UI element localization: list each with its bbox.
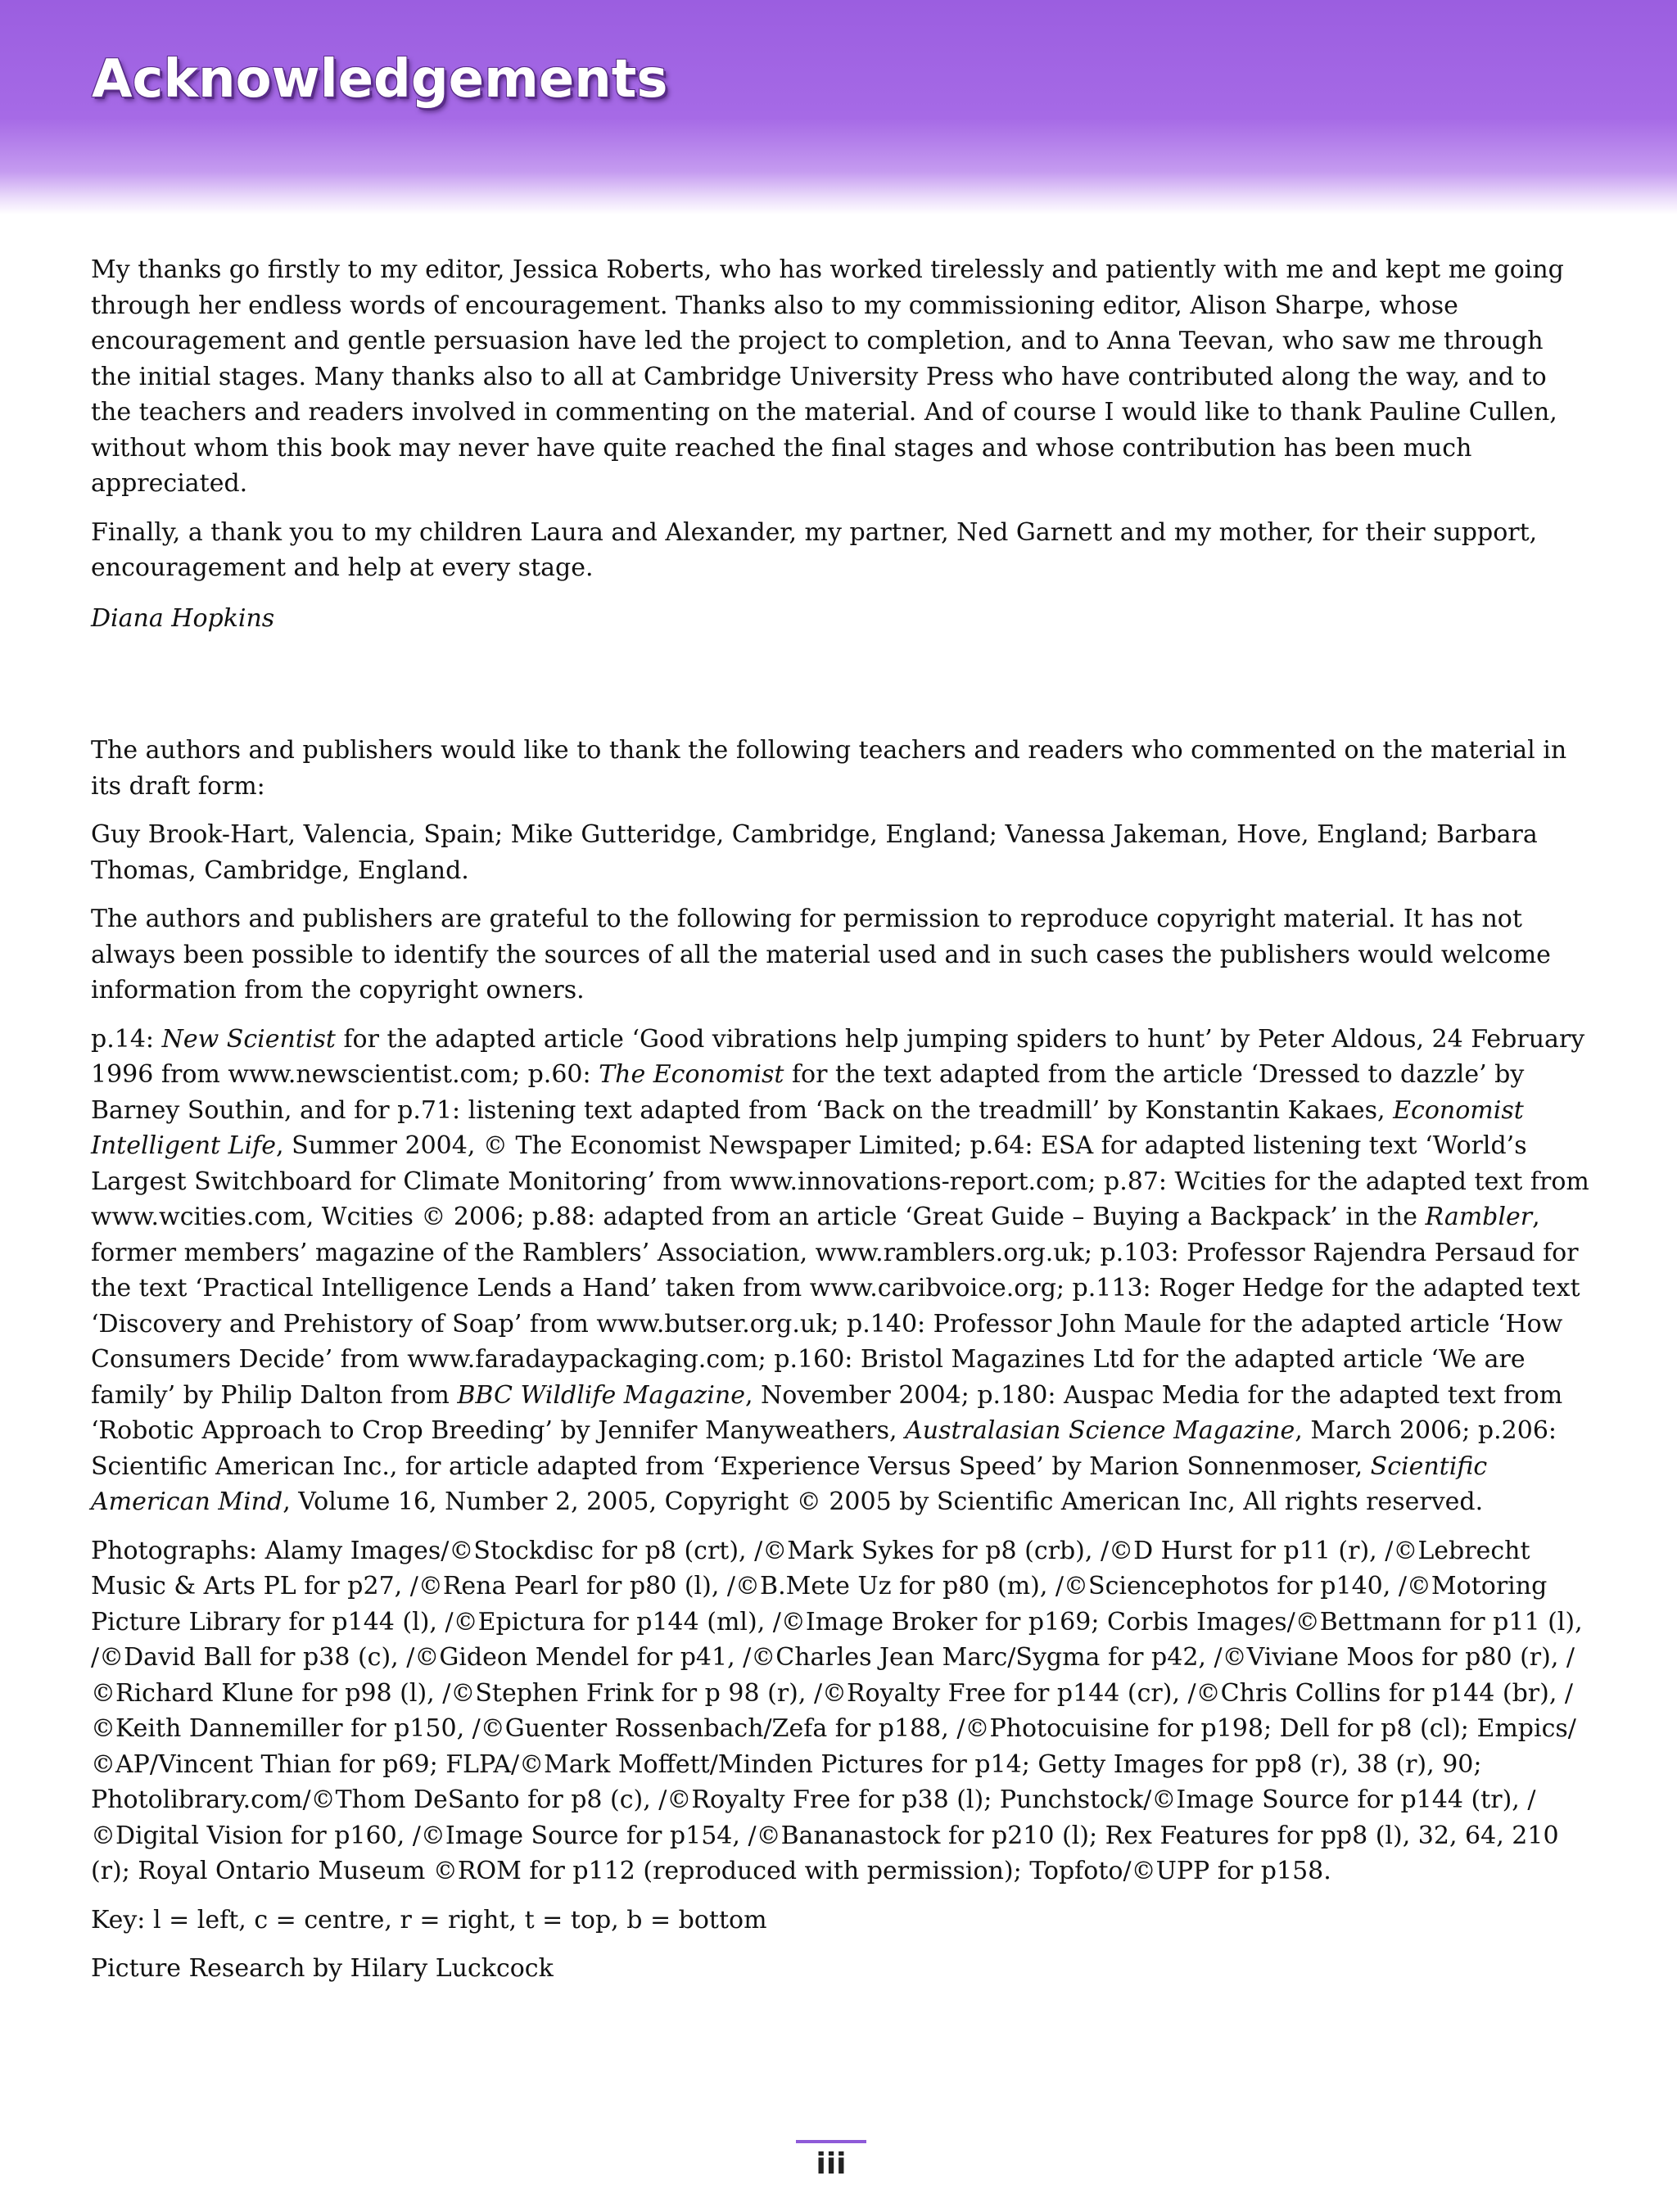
publication-title: Australasian Science Magazine <box>905 1416 1295 1445</box>
credit-segment: , Volume 16, Number 2, 2005, Copyright © 2005 by Scientific American Inc, All rights reserved. <box>283 1487 1484 1516</box>
credit-segment: , March 2006; p.206: Scientific American Inc., for article adapted from ‘Experience Versus Speed’ by Marion Sonnenmoser, <box>91 1416 1557 1481</box>
credit-segment: for the adapted article ‘Good vibrations help jumping spiders to hunt’ by Peter Aldous, 24 February 1996 from www.newscientist.com; p.60: <box>91 1024 1585 1089</box>
publication-title: New Scientist <box>161 1024 336 1054</box>
page-title: Acknowledgements <box>92 49 668 110</box>
picture-research-credit: Picture Research by Hilary Luckcock <box>91 1954 554 1983</box>
publication-title: Scientific American Mind <box>91 1451 1488 1516</box>
publication-title: The Economist <box>599 1060 784 1089</box>
key-legend: Key: l = left, c = centre, r = right, t = top, b = bottom <box>91 1905 767 1934</box>
author-signature: Diana Hopkins <box>91 603 275 633</box>
footer-rule <box>796 2140 866 2143</box>
reviewers-intro: The authors and publishers would like to thank the following teachers and readers who commented on the material in its draft form: <box>91 736 1567 801</box>
copyright-intro: The authors and publishers are grateful to the following for permission to reproduce copyright material. It has not always been possible to identify the sources of all the material used and in such cases the publishers would welcome information from the copyright owners. <box>91 905 1551 1004</box>
page-number: iii <box>816 2147 847 2181</box>
photograph-credits: Photographs: Alamy Images/©Stockdisc for p8 (crt), /©Mark Sykes for p8 (crb), /©D Hurst for p11 (r), /©Lebrecht Music & Arts PL for p27, /©Rena Pearl for p80 (l), /©B.Mete Uz for p80 (m), /©Sciencephotos for p140, /©Motoring Picture Library for p144 (l), /©Epictura for p144 (ml), /©Image Broker for p169; Corbis Images/©Bettmann for p11 (l), /©David Ball for p38 (c), /©Gideon Mendel for p41, /©Charles Jean Marc/Sygma for p42, /©Viviane Moos for p80 (r), /©Richard Klune for p98 (l), /©Stephen Frink for p 98 (r), /©Royalty Free for p144 (cr), /©Chris Collins for p144 (br), /©Keith Dannemiller for p150, /©Guenter Rossenbach/Zefa for p188, /©Photocuisine for p198; Dell for p8 (cl); Empics/©AP/Vincent Thian for p69; FLPA/©Mark Moffett/Minden Pictures for p14; Getty Images for pp8 (r), 38 (r), 90; Photolibrary.com/©Thom DeSanto for p8 (c), /©Royalty Free for p38 (l); Punchstock/©Image Source for p144 (tr), /©Digital Vision for p160, /©Image Source for p154, /©Bananastock for p210 (l); Rex Features for pp8 (l), 32, 64, 210 (r); Royal Ontario Museum ©ROM for p112 (reproduced with permission); Topfoto/©UPP for p158. <box>91 1536 1583 1885</box>
credit-segment: , former members’ magazine of the Ramblers’ Association, www.ramblers.org.uk; p.103: Professor Rajendra Persaud for the text ‘Practical Intelligence Lends a Hand’ taken from www.caribvoice.org; p.113: Roger Hedge for the adapted text ‘Discovery and Prehistory of Soap’ from www.butser.org.uk; p.140: Professor John Maule for the adapted article ‘How Consumers Decide’ from www.faradaypackaging.com; p.160: Bristol Magazines Ltd for the adapted article ‘We are family’ by Philip Dalton from <box>91 1203 1580 1410</box>
credit-segment: for the text adapted from the article ‘Dressed to dazzle’ by Barney Southin, and for p.71: listening text adapted from ‘Back on the treadmill’ by Konstantin Kakaes, <box>91 1060 1525 1125</box>
credit-segment: , November 2004; p.180: Auspac Media for the adapted text from ‘Robotic Approach to Crop Breeding’ by Jennifer Manyweathers, <box>91 1380 1563 1445</box>
acknowledgements-body <box>91 252 1589 2000</box>
text-credits <box>91 1022 1589 1520</box>
publication-title: BBC Wildlife Magazine <box>457 1380 745 1410</box>
reviewers-list: Guy Brook-Hart, Valencia, Spain; Mike Gutteridge, Cambridge, England; Vanessa Jakeman, Hove, England; Barbara Thomas, Cambridge, England. <box>91 820 1538 885</box>
author-thanks-paragraph-1: My thanks go firstly to my editor, Jessica Roberts, who has worked tirelessly and patiently with me and kept me going through her endless words of encouragement. Thanks also to my commissioning editor, Alison Sharpe, whose encouragement and gentle persuasion have led the project to completion, and to Anna Teevan, who saw me through the initial stages. Many thanks also to all at Cambridge University Press who have contributed along the way, and to the teachers and readers involved in commenting on the material. And of course I would like to thank Pauline Cullen, without whom this book may never have quite reached the final stages and whose contribution has been much appreciated. <box>91 255 1564 498</box>
credit-segment: p.14: <box>91 1024 162 1054</box>
author-thanks-paragraph-2: Finally, a thank you to my children Laura and Alexander, my partner, Ned Garnett and my mother, for their support, encouragement and help at every stage. <box>91 517 1538 582</box>
publication-title: Rambler <box>1425 1203 1533 1231</box>
publication-title: Economist Intelligent Life <box>91 1095 1524 1160</box>
credit-segment: , Summer 2004, © The Economist Newspaper Limited; p.64: ESA for adapted listening text ‘World’s Largest Switchboard for Climate Monitoring’ from www.innovations-report.com; p.87: Wcities for the adapted text from www.wcities.com, Wcities © 2006; p.88: adapted from an article ‘Great Guide – Buying a Backpack’ in the <box>91 1131 1589 1231</box>
